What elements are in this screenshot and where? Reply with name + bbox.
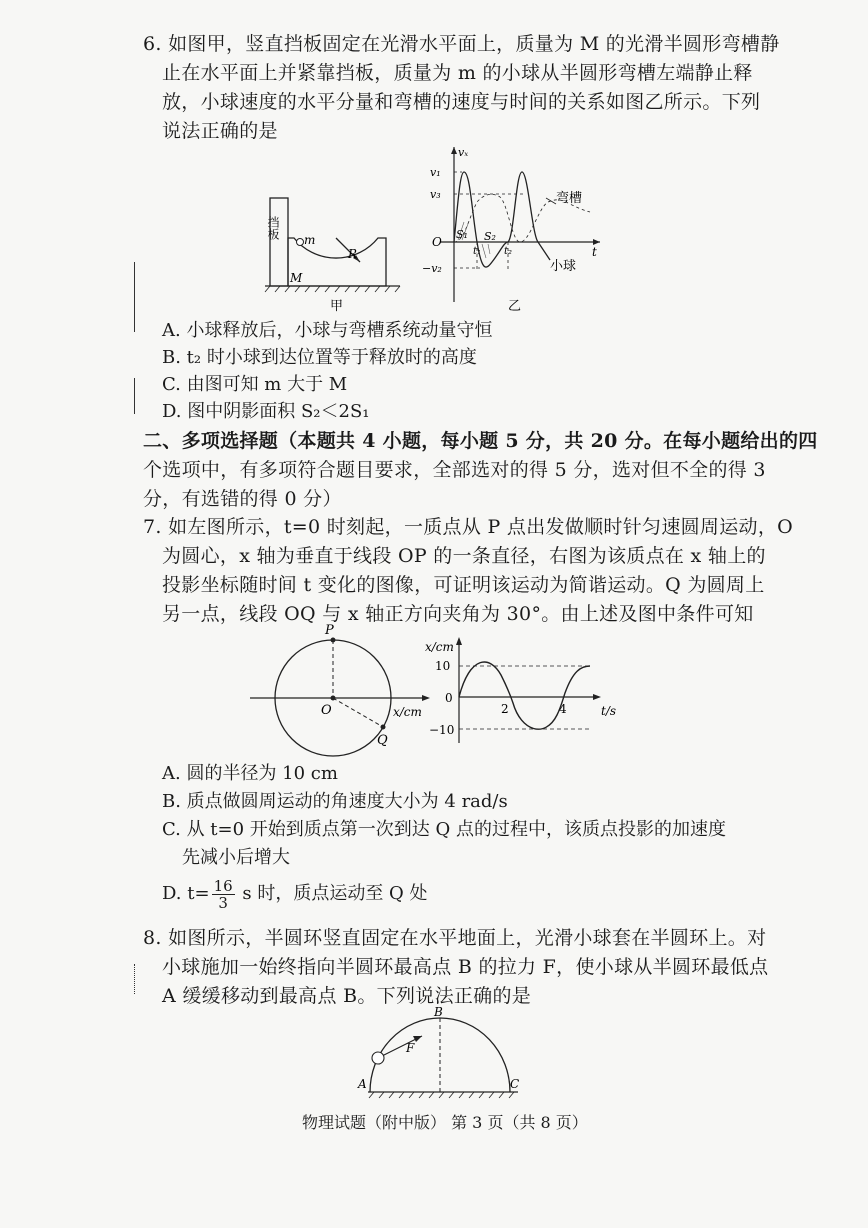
- point-b-label: B: [434, 1006, 443, 1019]
- graph-x4: 4: [559, 702, 567, 716]
- radius-label: R: [348, 247, 358, 261]
- v1-label: v₁: [430, 166, 441, 179]
- q7-option-b: B. 质点做圆周运动的角速度大小为 4 rad/s: [162, 791, 508, 812]
- graph-x-label: t/s: [601, 704, 617, 718]
- point-p-label: P: [325, 623, 334, 638]
- board-label: 挡板: [266, 216, 280, 240]
- q6-figure-jia: [260, 190, 410, 315]
- q7-line: 7. 如左图所示，t=0 时刻起，一质点从 P 点出发做顺时针匀速圆周运动，O: [143, 516, 793, 538]
- curve-label-groove: 弯槽: [556, 191, 583, 206]
- mass-M-label: M: [290, 271, 303, 285]
- origin-label: O: [432, 235, 442, 249]
- q8-line: 小球施加一始终指向半圆环最高点 B 的拉力 F，使小球从半圆环最低点: [162, 956, 769, 978]
- q8-semicircle-figure: [350, 1006, 530, 1102]
- s2-label: S₂: [484, 230, 496, 243]
- v3-label: v₃: [430, 188, 441, 201]
- figure-caption-jia: 甲: [330, 299, 344, 314]
- section2-heading: 二、多项选择题（本题共 4 小题，每小题 5 分，共 20 分。在每小题给出的四: [143, 430, 818, 452]
- figure-caption-yi: 乙: [508, 299, 522, 314]
- graph-x2: 2: [501, 702, 509, 716]
- force-f-label: F: [406, 1041, 415, 1055]
- section2-line: 个选项中，有多项符合题目要求，全部选对的得 5 分，选对但不全的得 3: [143, 459, 766, 481]
- q7-option-a: A. 圆的半径为 10 cm: [162, 763, 338, 784]
- t-axis-label: t: [592, 245, 597, 259]
- q7-line: 为圆心，x 轴为垂直于线段 OP 的一条直径，右图为该质点在 x 轴上的: [162, 545, 766, 567]
- q6-figure-yi: [420, 142, 610, 317]
- q7-line: 另一点，线段 OQ 与 x 轴正方向夹角为 30°。由上述及图中条件可知: [162, 603, 754, 625]
- q7-option-d: [162, 874, 428, 914]
- q6-line: 止在水平面上并紧靠挡板，质量为 m 的小球从半圆形弯槽左端静止释: [162, 62, 753, 84]
- binding-line-mark: [134, 964, 136, 994]
- binding-line-mark: [134, 378, 135, 414]
- neg-v2-label: −v₂: [422, 262, 442, 275]
- q6-option-a: A. 小球释放后，小球与弯槽系统动量守恒: [162, 320, 493, 341]
- q6-line: 放，小球速度的水平分量和弯槽的速度与时间的关系如图乙所示。下列: [162, 91, 761, 113]
- q7-option-d-suffix: s 时，质点运动至 Q 处: [236, 883, 428, 904]
- graph-y10: 10: [435, 659, 451, 673]
- graph-y0: 0: [445, 691, 453, 705]
- point-a-label: A: [358, 1077, 367, 1091]
- mass-m-label: m: [304, 233, 316, 247]
- circle-x-axis-label: x/cm: [393, 705, 422, 719]
- q7-xt-graph: [425, 635, 625, 750]
- q7-line: 投影坐标随时间 t 变化的图像，可证明该运动为简谐运动。Q 为圆周上: [162, 574, 765, 596]
- t2-label: t₂: [504, 246, 513, 257]
- curve-label-ball: 小球: [550, 259, 577, 274]
- fraction: [212, 878, 235, 911]
- q8-line: 8. 如图所示，半圆环竖直固定在水平地面上，光滑小球套在半圆环上。对: [143, 927, 767, 949]
- section2-line: 分，有选错的得 0 分）: [143, 488, 342, 510]
- binding-line-mark: [134, 262, 135, 332]
- page-footer: 物理试题（附中版） 第 3 页（共 8 页）: [302, 1113, 588, 1132]
- q6-option-d: D. 图中阴影面积 S₂＜2S₁: [162, 401, 370, 422]
- q6-line: 6. 如图甲，竖直挡板固定在光滑水平面上，质量为 M 的光滑半圆形弯槽静: [143, 33, 780, 55]
- fraction-denominator: 3: [218, 893, 228, 912]
- q7-option-d-prefix: D. t=: [162, 883, 210, 904]
- t1-label: t₁: [473, 246, 482, 257]
- s1-label: S₁: [456, 228, 468, 241]
- point-q-label: Q: [377, 733, 388, 748]
- q7-option-c-cont: 先减小后增大: [182, 847, 290, 868]
- fraction-numerator: 16: [213, 876, 233, 895]
- axis-vx-label: vₓ: [458, 146, 469, 159]
- q6-line: 说法正确的是: [162, 120, 278, 142]
- q7-circle-figure: [245, 620, 435, 770]
- q7-option-c: C. 从 t=0 开始到质点第一次到达 Q 点的过程中，该质点投影的加速度: [162, 819, 726, 840]
- point-o-label: O: [321, 703, 332, 718]
- graph-yneg10: −10: [429, 723, 455, 737]
- q6-option-b: B. t₂ 时小球到达位置等于释放时的高度: [162, 347, 477, 368]
- q8-line: A 缓缓移动到最高点 B。下列说法正确的是: [162, 985, 532, 1007]
- point-c-label: C: [510, 1077, 520, 1091]
- graph-y-label: x/cm: [425, 640, 454, 654]
- q6-option-c: C. 由图可知 m 大于 M: [162, 374, 348, 395]
